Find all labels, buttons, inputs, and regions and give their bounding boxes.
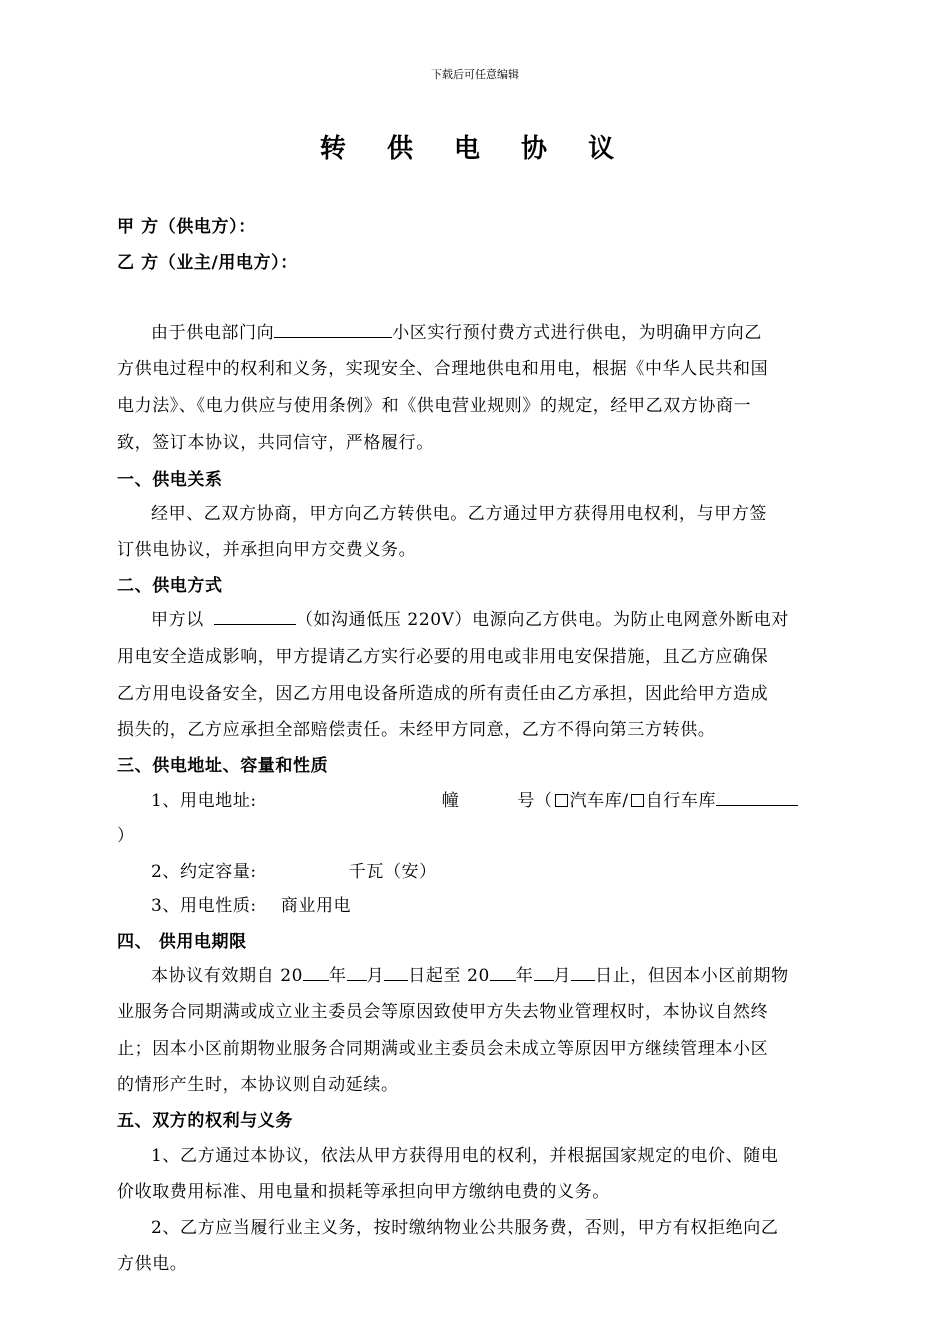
section-5-p2-line-1: 2、乙方应当履行业主义务，按时缴纳物业公共服务费，否则，甲方有权拒绝向乙 [151, 1218, 779, 1238]
nature-label: 3、用电性质: [151, 896, 257, 916]
term-text: 日止，但因本小区前期物 [595, 966, 789, 986]
section-5-p2-line-2: 方供电。 [117, 1254, 188, 1274]
section-4-line-2: 业服务合同期满或成立业主委员会等原因致使甲方失去物业管理权时，本协议自然终 [117, 1002, 769, 1022]
section-2-line-3: 乙方用电设备安全，因乙方用电设备所造成的所有责任由乙方承担，因此给甲方造成 [117, 684, 769, 704]
party-a-label: 甲 方（供电方）： [117, 217, 256, 237]
section-4-heading: 四、 供用电期限 [117, 932, 247, 952]
address-close-paren: ） [117, 826, 135, 846]
section-1-line-1: 经甲、乙双方协商，甲方向乙方转供电。乙方通过甲方获得用电权利，与甲方签 [151, 504, 767, 524]
section-2-line-2: 用电安全造成影响，甲方提请乙方实行必要的用电或非用电安保措施，且乙方应确保 [117, 647, 769, 667]
nature-line [151, 891, 871, 916]
garage-number-blank [716, 791, 798, 806]
section-4-line-4: 的情形产生时，本协议则自动延续。 [117, 1075, 399, 1095]
end-day-blank [571, 966, 595, 981]
intro-line-1 [151, 318, 871, 343]
intro-text: 小区实行预付费方式进行供电，为明确甲方向乙 [392, 323, 762, 343]
section-2-text: （如沟通低压 220V）电源向乙方供电。为防止电网意外断电对 [295, 610, 789, 630]
section-3-heading: 三、供电地址、容量和性质 [117, 756, 329, 776]
section-2-text: 甲方以 [151, 610, 204, 630]
garage-option-label: 汽车库/ [569, 791, 629, 811]
page-header-note: 下载后可任意编辑 [431, 68, 519, 81]
nature-value: 商业用电 [280, 896, 352, 916]
community-name-blank [274, 323, 392, 338]
section-1-line-2: 订供电协议，并承担向甲方交费义务。 [117, 540, 417, 560]
term-text: 年 [329, 966, 347, 986]
section-5-p1-line-1: 1、乙方通过本协议，依法从甲方获得用电的权利，并根据国家规定的电价、随电 [151, 1146, 779, 1166]
term-text: 月 [366, 966, 385, 986]
intro-line-3: 电力法》、《电力供应与使用条例》和《供电营业规则》的规定，经甲乙双方协商一 [117, 396, 752, 416]
section-1-heading: 一、供电关系 [117, 470, 223, 490]
start-year-blank [303, 966, 329, 981]
capacity-unit: 千瓦（安） [348, 862, 437, 882]
document-title: 转 供 电 协 议 [319, 134, 631, 164]
section-5-heading: 五、双方的权利与义务 [117, 1111, 293, 1131]
section-4-line-1 [151, 961, 871, 986]
party-b-label: 乙 方（业主/用电方）： [117, 253, 298, 273]
term-text: 月 [553, 966, 572, 986]
term-text: 年 [515, 966, 534, 986]
number-unit: 号（ [517, 791, 553, 811]
intro-line-4: 致，签订本协议，共同信守，严格履行。 [117, 433, 434, 453]
power-source-blank [214, 610, 296, 625]
section-2-line-1 [151, 605, 871, 630]
section-2-line-4: 损失的，乙方应承担全部赔偿责任。未经甲方同意，乙方不得向第三方转供。 [117, 720, 716, 740]
capacity-label: 2、约定容量: [151, 862, 257, 882]
section-2-heading: 二、供电方式 [117, 576, 223, 596]
section-4-line-3: 止；因本小区前期物业服务合同期满或业主委员会未成立等原因甲方继续管理本小区 [117, 1039, 769, 1059]
term-text: 日起至 20 [408, 966, 490, 986]
building-unit: 幢 [441, 791, 460, 811]
start-day-blank [384, 966, 408, 981]
address-label: 1、用电地址: [151, 791, 257, 811]
term-text: 本协议有效期自 20 [151, 966, 304, 986]
capacity-line [151, 857, 871, 882]
bike-garage-checkbox[interactable] [631, 794, 644, 807]
start-month-blank [347, 966, 367, 981]
bike-garage-option-label: 自行车库 [645, 791, 717, 811]
address-line [151, 786, 871, 811]
intro-text: 由于供电部门向 [151, 323, 275, 343]
garage-checkbox[interactable] [555, 794, 568, 807]
end-month-blank [534, 966, 554, 981]
end-year-blank [490, 966, 516, 981]
intro-line-2: 方供电过程中的权利和义务，实现安全、合理地供电和用电，根据《中华人民共和国 [117, 359, 769, 379]
section-5-p1-line-2: 价收取费用标准、用电量和损耗等承担向甲方缴纳电费的义务。 [117, 1182, 610, 1202]
